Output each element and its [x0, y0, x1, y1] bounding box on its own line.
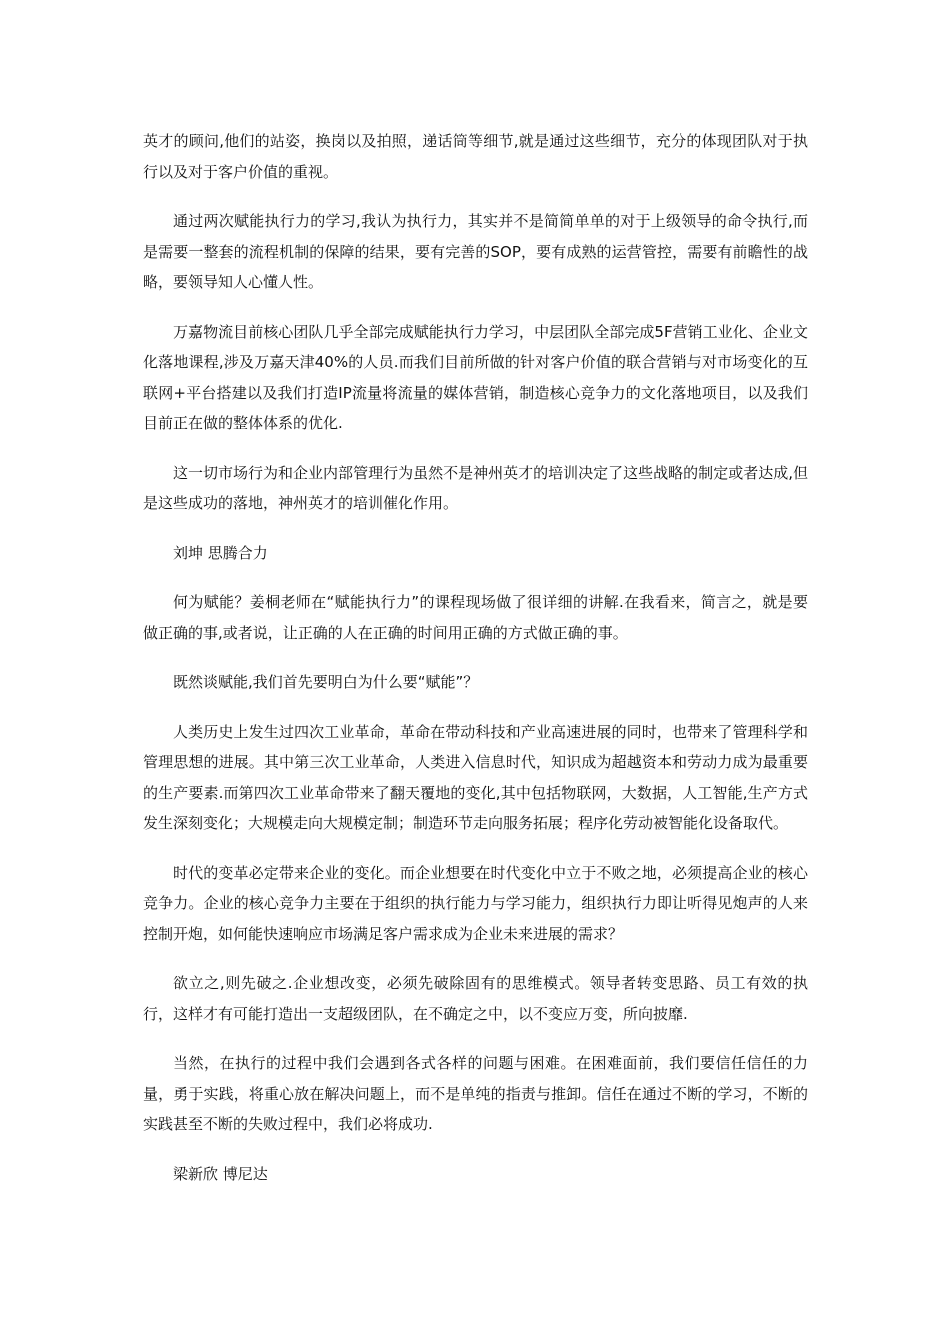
paragraph-wanjia-logistics: 万嘉物流目前核心团队几乎全部完成赋能执行力学习，中层团队全部完成5F营销工业化、企业文化落地课程,涉及万嘉天津40%的人员.而我们目前所做的针对客户价值的联合营销与对市场变化的互联网+平台搭建以及我们打造IP流量将流量的媒体营销，制造核心竞争力的文化落地项目，以及我们目前正在做的整体体系的优化.: [143, 322, 808, 432]
paragraph-execution-learning: 通过两次赋能执行力的学习,我认为执行力，其实并不是简简单单的对于上级领导的命令执行,而是需要一整套的流程机制的保障的结果，要有完善的SOP，要有成熟的运营管控，需要有前瞻性的战略，要领导知人心懂人性。: [143, 212, 808, 291]
paragraph-trust-and-practice: 当然，在执行的过程中我们会遇到各式各样的问题与困难。在困难面前，我们要信任信任的力量，勇于实践，将重心放在解决问题上，而不是单纯的指责与推卸。信任在通过不断的学习，不断的实践甚至不断的失败过程中，我们必将成功.: [143, 1054, 808, 1133]
author-signature-liu-kun: 刘坤 思腾合力: [173, 543, 268, 562]
paragraph-industrial-revolution: 人类历史上发生过四次工业革命，革命在带动科技和产业高速进展的同时，也带来了管理科学和管理思想的进展。其中第三次工业革命，人类进入信息时代，知识成为超越资本和劳动力成为最重要的生产要素.而第四次工业革命带来了翻天覆地的变化,其中包括物联网，大数据，人工智能,生产方式发生深刻变化；大规模走向大规模定制；制造环节走向服务拓展；程序化劳动被智能化设备取代。: [143, 722, 808, 832]
paragraph-why-empower: 既然谈赋能,我们首先要明白为什么要“赋能”？: [173, 673, 479, 691]
paragraph-what-is-empowerment: 何为赋能？姜桐老师在“赋能执行力”的课程现场做了很详细的讲解.在我看来，简言之，就是要做正确的事,或者说，让正确的人在正确的时间用正确的方式做正确的事。: [143, 593, 808, 642]
article-body: [143, 126, 808, 1208]
paragraph-market-behavior: 这一切市场行为和企业内部管理行为虽然不是神州英才的培训决定了这些战略的制定或者达成,但是这些成功的落地，神州英才的培训催化作用。: [143, 463, 808, 512]
paragraph-break-to-build: 欲立之,则先破之.企业想改变，必须先破除固有的思维模式。领导者转变思路、员工有效的执行，这样才有可能打造出一支超级团队，在不确定之中，以不变应万变，所向披靡.: [143, 974, 808, 1023]
paragraph-continuation: 英才的顾问,他们的站姿，换岗以及拍照，递话筒等细节,就是通过这些细节，充分的体现团队对于执行以及对于客户价值的重视。: [143, 132, 808, 181]
paragraph-era-change: 时代的变革必定带来企业的变化。而企业想要在时代变化中立于不败之地，必须提高企业的核心竞争力。企业的核心竞争力主要在于组织的执行能力与学习能力，组织执行力即让听得见炮声的人来控制开炮，如何能快速响应市场满足客户需求成为企业未来进展的需求？: [143, 863, 808, 943]
author-signature-liang-xinxin: 梁新欣 博尼达: [173, 1164, 268, 1183]
